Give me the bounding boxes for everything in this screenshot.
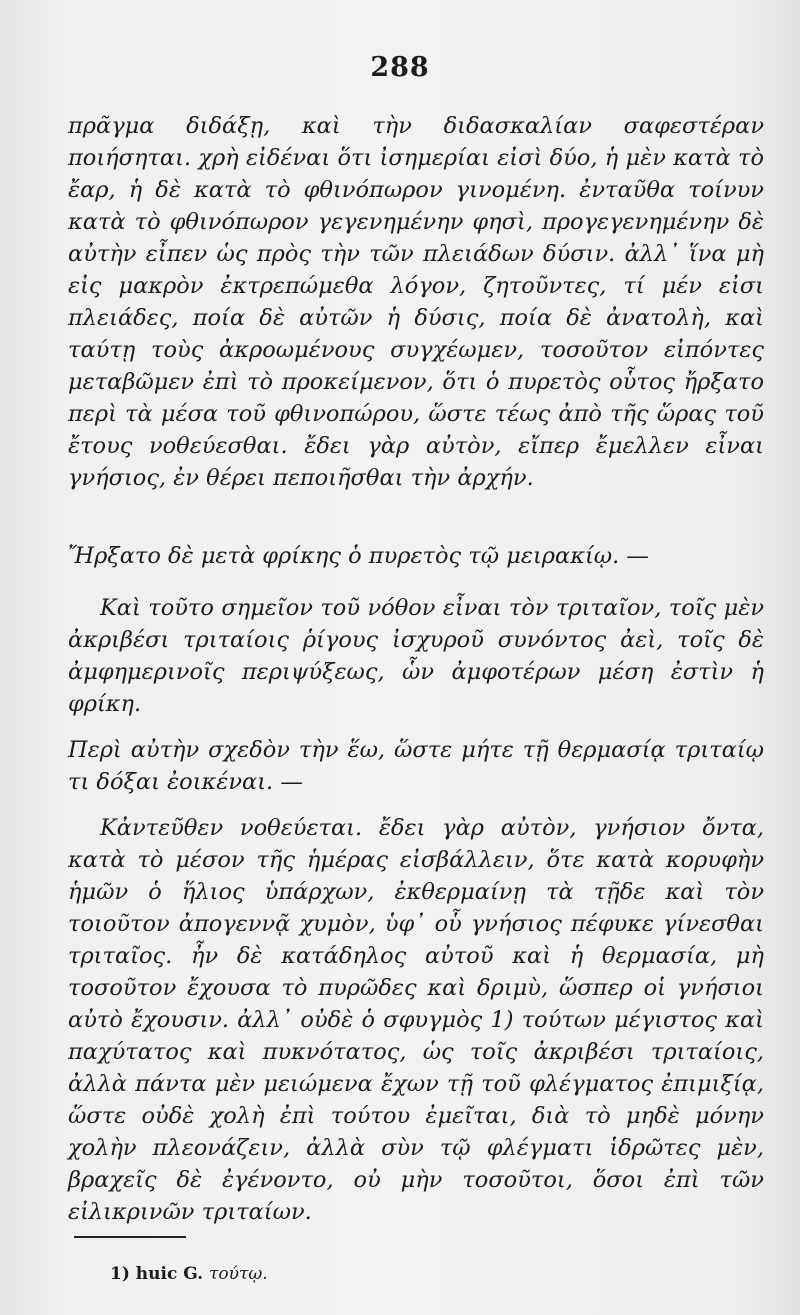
footnote-greek: τούτῳ.: [209, 1264, 268, 1284]
paragraph-2: Ἤρξατο δὲ μετὰ φρίκης ὁ πυρετὸς τῷ μειρακίῳ. —: [68, 543, 649, 569]
page-number: 288: [370, 52, 430, 83]
paragraph-3: Καὶ τοῦτο σημεῖον τοῦ νόθον εἶναι τὸν τριταῖον, τοῖς μὲν ἀκριβέσι τριταίοις ῥίγους ἰσχυροῦ συνόντος ἀεὶ, τοῖς δὲ ἀμφημερινοῖς περιψύξεως, ὧν ἀμφοτέρων μέση ἐστὶν ἡ φρίκη.: [68, 595, 764, 717]
footnote: [110, 1262, 268, 1286]
paragraph-1: πρᾶγμα διδάξῃ, καὶ τὴν διδασκαλίαν σαφεστέραν ποιήσηται. χρὴ εἰδέναι ὅτι ἰσημερίαι εἰσὶ δύο, ἡ μὲν κατὰ τὸ ἔαρ, ἡ δὲ κατὰ τὸ φθινόπωρον γινομένη. ἐνταῦθα τοίνυν κατὰ τὸ φθινόπωρον γεγενημένην φησὶ, προγεγενημένην δὲ αὐτὴν εἶπεν ὡς πρὸς τὴν τῶν πλειάδων δύσιν. ἀλλ᾽ ἵνα μὴ εἰς μακρὸν ἐκτρεπώμεθα λόγον, ζητοῦντες, τί μέν εἰσι πλειάδες, ποία δὲ αὐτῶν ἡ δύσις, ποία δὲ ἀνατολὴ, καὶ ταύτῃ τοὺς ἀκροωμένους συγχέωμεν, τοσοῦτον εἰπόντες μεταβῶμεν ἐπὶ τὸ προκείμενον, ὅτι ὁ πυρετὸς οὗτος ἤρξατο περὶ τὰ μέσα τοῦ φθινοπώρου, ὥστε τέως ἀπὸ τῆς ὥρας τοῦ ἔτους νοθεύεσθαι. ἔδει γὰρ αὐτὸν, εἴπερ ἔμελλεν εἶναι γνήσιος, ἐν θέρει πεποιῆσθαι τὴν ἀρχήν.: [68, 113, 764, 491]
footnote-marker: 1) huic G.: [110, 1264, 204, 1284]
paragraph-4: Περὶ αὐτὴν σχεδὸν τὴν ἕω, ὥστε μήτε τῇ θερμασίᾳ τριταίῳ τι δόξαι ἐοικέναι. —: [68, 737, 764, 795]
footnote-divider: [74, 1236, 186, 1238]
paragraph-5: Κἀντεῦθεν νοθεύεται. ἔδει γὰρ αὐτὸν, γνήσιον ὄντα, κατὰ τὸ μέσον τῆς ἡμέρας εἰσβάλλειν, ὅτε κατὰ κορυφὴν ἡμῶν ὁ ἥλιος ὑπάρχων, ἐκθερμαίνῃ τὰ τῇδε καὶ τὸν τοιοῦτον ἀπογεννᾷ χυμὸν, ὑφ᾽ οὗ γνήσιος πέφυκε γίνεσθαι τριταῖος. ἦν δὲ κατάδηλος αὐτοῦ καὶ ἡ θερμασία, μὴ τοσοῦτον ἔχουσα τὸ πυρῶδες καὶ δριμὺ, ὥσπερ οἱ γνήσιοι αὐτὸ ἔχουσιν. ἀλλ᾽ οὐδὲ ὁ σφυγμὸς 1) τούτων μέγιστος καὶ παχύτατος καὶ πυκνότατος, ὡς τοῖς ἀκριβέσι τριταίοις, ἀλλὰ πάντα μὲν μειώμενα ἔχων τῇ τοῦ φλέγματος ἐπιμιξίᾳ, ὥστε οὐδὲ χολὴ ἐπὶ τούτου ἐμεῖται, διὰ τὸ μηδὲ μόνην χολὴν πλεονάζειν, ἀλλὰ σὺν τῷ φλέγματι ἱδρῶτες μὲν, βραχεῖς δὲ ἐγένοντο, οὐ μὴν τοσοῦτοι, ὅσοι ἐπὶ τῶν εἰλικρινῶν τριταίων.: [68, 815, 764, 1225]
